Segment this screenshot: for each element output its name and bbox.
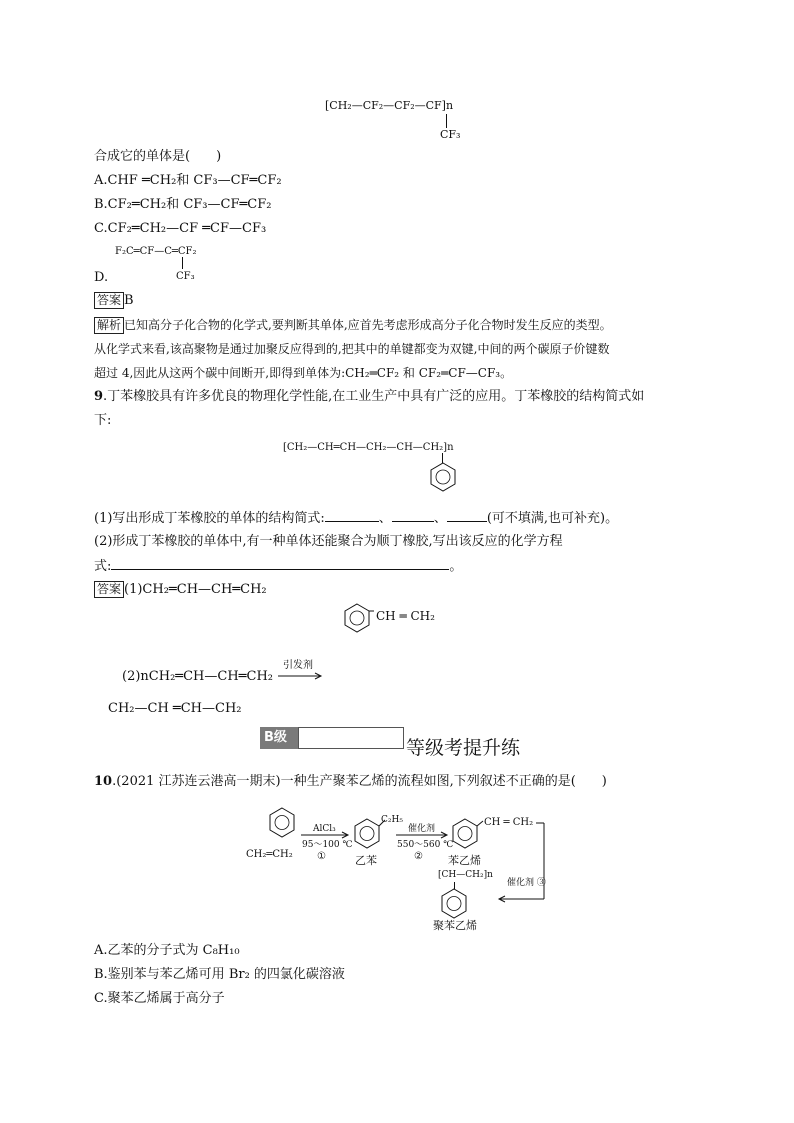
sep: 、 bbox=[433, 511, 447, 526]
q8-analysis-line2: 从化学式来看,该高聚物是通过加聚反应得到的,把其中的单键都变为双键,中间的两个碳原子价键数 bbox=[94, 342, 610, 356]
q8-answer: B bbox=[124, 293, 134, 308]
step1-label: ① bbox=[317, 851, 326, 862]
q9-answer-row bbox=[94, 581, 267, 599]
q8-polymer-branch: CF₃ bbox=[440, 128, 461, 141]
benzene-ring-icon bbox=[430, 462, 456, 492]
q8-answer-row bbox=[94, 292, 134, 310]
q8-option-b[interactable]: B.CF₂═CH₂和 CF₃—CF═CF₂ bbox=[94, 197, 272, 212]
q9-answer1: (1)CH₂═CH—CH═CH₂ bbox=[124, 582, 267, 597]
styrene-label: 苯乙烯 bbox=[448, 854, 481, 867]
q9-answer2-product: CH₂—CH ═CH—CH₂ bbox=[108, 701, 242, 716]
q8-option-d[interactable]: D. bbox=[94, 270, 109, 285]
cond1-bottom: 95～100 ℃ bbox=[302, 840, 353, 850]
cond2-top: 催化剂 bbox=[408, 824, 436, 834]
benzene-ring-icon bbox=[451, 818, 479, 850]
styrene-substituent: CH ═ CH₂ bbox=[484, 817, 534, 828]
sep: 、 bbox=[378, 511, 392, 526]
section-title: 等级考提升练 bbox=[406, 737, 521, 759]
cond1-top: AlCl₃ bbox=[313, 824, 336, 834]
q8-option-a[interactable]: A.CHF ═CH₂和 CF₃—CF═CF₂ bbox=[94, 173, 282, 188]
q9-answer2-condition: 引发剂 bbox=[283, 660, 313, 671]
q8-option-d-branch: CF₃ bbox=[176, 271, 195, 282]
analysis-tag: 解析 bbox=[94, 317, 124, 334]
blank-equation[interactable] bbox=[111, 557, 449, 570]
section-badge bbox=[260, 727, 298, 749]
ethylbenzene-substituent: C₂H₅ bbox=[381, 815, 403, 825]
q10-option-a[interactable]: A.乙苯的分子式为 C₈H₁₀ bbox=[94, 943, 240, 958]
q10-number: 10 bbox=[94, 774, 113, 789]
q10-stem bbox=[94, 773, 607, 791]
reactant-ethylene: CH₂═CH₂ bbox=[246, 849, 293, 860]
cond3-label: 催化剂 ③ bbox=[507, 878, 546, 888]
q9-stem-text: .丁苯橡胶具有许多优良的物理化学性能,在工业生产中具有广泛的应用。丁苯橡胶的结构简式如 bbox=[103, 389, 645, 404]
section-badge-text: B级 bbox=[264, 730, 287, 745]
answer-tag: 答案 bbox=[94, 292, 124, 309]
q8-analysis-line3: 超过 4,因此从这两个碳中间断开,即得到单体为:CH₂═CF₂ 和 CF₂═CF—CF₃。 bbox=[94, 366, 513, 380]
q9-polymer-formula: [CH₂—CH═CH—CH₂—CH—CH₂]n bbox=[283, 442, 454, 453]
blank-2[interactable] bbox=[392, 509, 434, 522]
q10-stem-text: .(2021 江苏连云港高一期末)一种生产聚苯乙烯的流程如图,下列叙述不正确的是( ) bbox=[112, 774, 607, 789]
q9-answer2-left: (2)nCH₂═CH—CH═CH₂ bbox=[122, 669, 273, 684]
q8-option-c[interactable]: C.CF₂═CH₂—CF ═CF—CF₃ bbox=[94, 221, 267, 236]
benzene-ring-icon bbox=[353, 818, 381, 850]
q10-option-c[interactable]: C.聚苯乙烯属于高分子 bbox=[94, 991, 225, 1006]
step2-label: ② bbox=[414, 851, 423, 862]
q9-stem-line1 bbox=[94, 388, 644, 406]
benzene-ring-icon bbox=[268, 807, 296, 839]
q9-part2-head: 式: bbox=[94, 559, 112, 574]
q10-option-b[interactable]: B.鉴别苯与苯乙烯可用 Br₂ 的四氯化碳溶液 bbox=[94, 967, 345, 982]
answer-tag: 答案 bbox=[94, 581, 124, 598]
q9-part1 bbox=[94, 509, 618, 528]
blank-1[interactable] bbox=[325, 509, 379, 522]
q8-analysis-line1 bbox=[94, 316, 612, 334]
blank-3[interactable] bbox=[447, 509, 487, 522]
q9-stem-line2: 下: bbox=[94, 413, 112, 428]
ethylbenzene-label: 乙苯 bbox=[355, 854, 377, 867]
polystyrene-label: 聚苯乙烯 bbox=[433, 919, 477, 932]
q9-part1-tail: (可不填满,也可补充)。 bbox=[486, 511, 619, 526]
q8-option-d-formula: F₂C═CF—C═CF₂ bbox=[115, 246, 197, 257]
benzene-ring-icon bbox=[440, 888, 468, 920]
section-divider-box bbox=[298, 727, 404, 749]
q9-answer1-styrene: CH ═ CH₂ bbox=[376, 609, 435, 623]
polystyrene-formula: [CH—CH₂]n bbox=[438, 870, 493, 880]
q9-part2-tail: 。 bbox=[449, 559, 463, 574]
cond2-bottom: 550～560 ℃ bbox=[397, 840, 454, 850]
q9-part2-line2 bbox=[94, 557, 462, 576]
benzene-ring-icon bbox=[344, 603, 372, 633]
q9-part1-text: (1)写出形成丁苯橡胶的单体的结构简式: bbox=[94, 511, 325, 526]
q8-polymer-formula: [CH₂—CF₂—CF₂—CF]n bbox=[325, 99, 454, 112]
q8-analysis-text1: 已知高分子化合物的化学式,要判断其单体,应首先考虑形成高分子化合物时发生反应的类型。 bbox=[124, 318, 612, 332]
q8-stem: 合成它的单体是( ) bbox=[94, 149, 222, 164]
q9-part2-line1: (2)形成丁苯橡胶的单体中,有一种单体还能聚合为顺丁橡胶,写出该反应的化学方程 bbox=[94, 534, 563, 549]
reaction-arrow-icon bbox=[278, 673, 322, 679]
q9-number: 9 bbox=[94, 389, 104, 404]
